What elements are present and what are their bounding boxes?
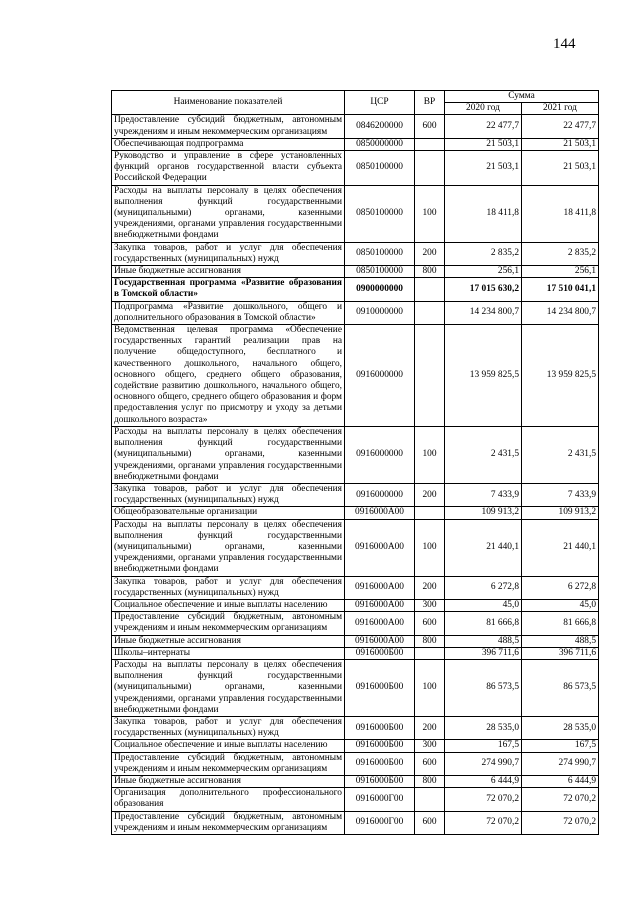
- row-vr: 100: [415, 519, 445, 576]
- table-row: [112, 599, 599, 611]
- row-name: Подпрограмма «Развитие дошкольного, общего и дополнительного образования в Томской области»: [112, 301, 345, 324]
- table-row: [112, 612, 599, 635]
- row-sum-2021: 81 666,8: [522, 612, 599, 635]
- row-sum-2020: 7 433,9: [445, 483, 522, 506]
- row-vr: 100: [415, 659, 445, 716]
- row-name: Закупка товаров, работ и услуг для обеспечения государственных (муниципальных) нужд: [112, 242, 345, 265]
- row-name: Иные бюджетные ассигнования: [112, 635, 345, 647]
- header-year-2020: 2020 год: [445, 103, 522, 115]
- row-csr: 0910000000: [345, 301, 415, 324]
- row-csr: 0916000А00: [345, 599, 415, 611]
- table-row: [112, 716, 599, 739]
- row-sum-2021: 6 444,9: [522, 775, 599, 787]
- row-name: Закупка товаров, работ и услуг для обеспечения государственных (муниципальных) нужд: [112, 576, 345, 599]
- table-row: [112, 635, 599, 647]
- row-sum-2021: 14 234 800,7: [522, 301, 599, 324]
- table-row: [112, 185, 599, 242]
- row-vr: [415, 151, 445, 186]
- row-name: Предоставление субсидий бюджетным, автономным учреждениям и иным некоммерческим организациям: [112, 811, 345, 834]
- row-sum-2021: 109 913,2: [522, 507, 599, 519]
- header-year-2021: 2021 год: [522, 103, 599, 115]
- table-row: [112, 266, 599, 278]
- row-csr: 0916000Б00: [345, 775, 415, 787]
- row-csr: 0916000А00: [345, 519, 415, 576]
- row-sum-2021: 45,0: [522, 599, 599, 611]
- row-sum-2021: 6 272,8: [522, 576, 599, 599]
- row-sum-2020: 6 272,8: [445, 576, 522, 599]
- row-sum-2020: 28 535,0: [445, 716, 522, 739]
- table-row: [112, 576, 599, 599]
- row-vr: [415, 507, 445, 519]
- table-row: [112, 519, 599, 576]
- row-sum-2020: 14 234 800,7: [445, 301, 522, 324]
- row-name: Расходы на выплаты персоналу в целях обеспечения выполнения функций государственными (муниципальными) органами, казенными учреждениями, органами управления государственными внебюджетными фондами: [112, 659, 345, 716]
- row-sum-2020: 18 411,8: [445, 185, 522, 242]
- row-sum-2020: 72 070,2: [445, 811, 522, 834]
- row-vr: [415, 647, 445, 659]
- row-csr: 0916000А00: [345, 576, 415, 599]
- row-sum-2021: 17 510 041,1: [522, 278, 599, 301]
- row-name: Закупка товаров, работ и услуг для обеспечения государственных (муниципальных) нужд: [112, 716, 345, 739]
- row-vr: 200: [415, 576, 445, 599]
- row-sum-2021: 21 440,1: [522, 519, 599, 576]
- row-csr: 0916000Б00: [345, 752, 415, 775]
- row-vr: 100: [415, 426, 445, 483]
- table-row: [112, 775, 599, 787]
- row-name: Предоставление субсидий бюджетным, автономным учреждениям и иным некоммерческим организациям: [112, 752, 345, 775]
- row-vr: 800: [415, 775, 445, 787]
- row-sum-2021: 21 503,1: [522, 151, 599, 186]
- row-csr: 0916000А00: [345, 612, 415, 635]
- header-csr: ЦСР: [345, 91, 415, 115]
- table-row: [112, 115, 599, 138]
- row-sum-2020: 274 990,7: [445, 752, 522, 775]
- row-name: Школы–интернаты: [112, 647, 345, 659]
- row-vr: [415, 278, 445, 301]
- row-sum-2020: 17 015 630,2: [445, 278, 522, 301]
- row-name: Социальное обеспечение и иные выплаты населению: [112, 740, 345, 752]
- row-sum-2020: 2 431,5: [445, 426, 522, 483]
- row-vr: [415, 301, 445, 324]
- row-vr: [415, 788, 445, 811]
- table-row: [112, 301, 599, 324]
- row-sum-2021: 28 535,0: [522, 716, 599, 739]
- table-row: [112, 325, 599, 427]
- row-name: Руководство и управление в сфере установленных функций органов государственной власти субъекта Российской Федерации: [112, 151, 345, 186]
- row-name: Социальное обеспечение и иные выплаты населению: [112, 599, 345, 611]
- table-row: [112, 811, 599, 834]
- row-vr: 100: [415, 185, 445, 242]
- row-vr: 300: [415, 599, 445, 611]
- header-sum: Сумма: [445, 91, 599, 103]
- row-name: Предоставление субсидий бюджетным, автономным учреждениям и иным некоммерческим организациям: [112, 115, 345, 138]
- row-csr: 0916000А00: [345, 507, 415, 519]
- table-row: [112, 647, 599, 659]
- row-vr: 600: [415, 115, 445, 138]
- row-csr: 0850100000: [345, 266, 415, 278]
- table-row: [112, 138, 599, 150]
- header-vr: ВР: [415, 91, 445, 115]
- row-sum-2020: 22 477,7: [445, 115, 522, 138]
- row-name: Государственная программа «Развитие образования в Томской области»: [112, 278, 345, 301]
- row-sum-2020: 396 711,6: [445, 647, 522, 659]
- table-row: [112, 507, 599, 519]
- row-name: Обеспечивающая подпрограмма: [112, 138, 345, 150]
- row-sum-2020: 2 835,2: [445, 242, 522, 265]
- row-name: Закупка товаров, работ и услуг для обеспечения государственных (муниципальных) нужд: [112, 483, 345, 506]
- row-sum-2020: 81 666,8: [445, 612, 522, 635]
- row-sum-2021: 72 070,2: [522, 788, 599, 811]
- row-vr: 200: [415, 242, 445, 265]
- row-sum-2021: 274 990,7: [522, 752, 599, 775]
- row-sum-2020: 6 444,9: [445, 775, 522, 787]
- row-csr: 0850100000: [345, 151, 415, 186]
- row-sum-2020: 21 440,1: [445, 519, 522, 576]
- row-sum-2021: 256,1: [522, 266, 599, 278]
- row-name: Иные бюджетные ассигнования: [112, 266, 345, 278]
- table-row: [112, 788, 599, 811]
- row-csr: 0916000А00: [345, 635, 415, 647]
- row-sum-2021: 167,5: [522, 740, 599, 752]
- row-sum-2020: 45,0: [445, 599, 522, 611]
- row-name: Расходы на выплаты персоналу в целях обеспечения выполнения функций государственными (муниципальными) органами, казенными учреждениями, органами управления государственными внебюджетными фондами: [112, 185, 345, 242]
- row-sum-2020: 256,1: [445, 266, 522, 278]
- row-csr: 0846200000: [345, 115, 415, 138]
- row-sum-2021: 2 431,5: [522, 426, 599, 483]
- table-row: [112, 151, 599, 186]
- row-sum-2021: 396 711,6: [522, 647, 599, 659]
- row-csr: 0916000000: [345, 325, 415, 427]
- row-sum-2021: 2 835,2: [522, 242, 599, 265]
- table-row: [112, 752, 599, 775]
- table-row: [112, 483, 599, 506]
- row-sum-2020: 72 070,2: [445, 788, 522, 811]
- table-body: [112, 115, 599, 835]
- row-name: Ведомственная целевая программа «Обеспечение государственных гарантий реализации прав на получение общедоступного, бесплатного и качественного дошкольного, начального общего, основного общего, среднего общего образования, содействие развитию дошкольного, начального общего, основного общего, среднего общего образования и форм предоставления услуг по присмотру и уходу за детьми дошкольного возраста»: [112, 325, 345, 427]
- row-csr: 0916000000: [345, 426, 415, 483]
- row-name: Расходы на выплаты персоналу в целях обеспечения выполнения функций государственными (муниципальными) органами, казенными учреждениями, органами управления государственными внебюджетными фондами: [112, 519, 345, 576]
- row-csr: 0916000Б00: [345, 740, 415, 752]
- row-vr: 200: [415, 483, 445, 506]
- row-csr: 0916000Б00: [345, 647, 415, 659]
- row-sum-2020: 13 959 825,5: [445, 325, 522, 427]
- row-vr: [415, 325, 445, 427]
- row-sum-2021: 13 959 825,5: [522, 325, 599, 427]
- row-csr: 0850100000: [345, 242, 415, 265]
- row-name: Предоставление субсидий бюджетным, автономным учреждениям и иным некоммерческим организациям: [112, 612, 345, 635]
- row-sum-2021: 22 477,7: [522, 115, 599, 138]
- row-csr: 0850100000: [345, 185, 415, 242]
- header-name: Наименование показателей: [112, 91, 345, 115]
- page-number: 144: [553, 36, 576, 52]
- table-row: [112, 426, 599, 483]
- row-sum-2020: 86 573,5: [445, 659, 522, 716]
- table-row: [112, 278, 599, 301]
- row-name: Расходы на выплаты персоналу в целях обеспечения выполнения функций государственными (муниципальными) органами, казенными учреждениями, органами управления государственными внебюджетными фондами: [112, 426, 345, 483]
- row-sum-2020: 21 503,1: [445, 151, 522, 186]
- table-row: [112, 242, 599, 265]
- table-row: [112, 740, 599, 752]
- row-csr: 0916000Б00: [345, 659, 415, 716]
- row-sum-2021: 72 070,2: [522, 811, 599, 834]
- row-csr: 0916000000: [345, 483, 415, 506]
- budget-table: [111, 90, 599, 835]
- row-vr: 200: [415, 716, 445, 739]
- row-sum-2020: 109 913,2: [445, 507, 522, 519]
- row-name: Организация дополнительного профессионального образования: [112, 788, 345, 811]
- row-sum-2020: 488,5: [445, 635, 522, 647]
- row-sum-2021: 7 433,9: [522, 483, 599, 506]
- row-vr: 600: [415, 811, 445, 834]
- row-vr: [415, 138, 445, 150]
- row-name: Общеобразовательные организации: [112, 507, 345, 519]
- row-sum-2021: 21 503,1: [522, 138, 599, 150]
- row-name: Иные бюджетные ассигнования: [112, 775, 345, 787]
- row-vr: 300: [415, 740, 445, 752]
- row-csr: 0916000Г00: [345, 811, 415, 834]
- row-sum-2020: 167,5: [445, 740, 522, 752]
- row-sum-2021: 18 411,8: [522, 185, 599, 242]
- row-sum-2021: 86 573,5: [522, 659, 599, 716]
- row-csr: 0850000000: [345, 138, 415, 150]
- row-vr: 600: [415, 752, 445, 775]
- row-sum-2021: 488,5: [522, 635, 599, 647]
- row-csr: 0916000Б00: [345, 716, 415, 739]
- row-csr: 0916000Г00: [345, 788, 415, 811]
- row-vr: 600: [415, 612, 445, 635]
- row-vr: 800: [415, 635, 445, 647]
- row-sum-2020: 21 503,1: [445, 138, 522, 150]
- table-row: [112, 659, 599, 716]
- row-csr: 0900000000: [345, 278, 415, 301]
- row-vr: 800: [415, 266, 445, 278]
